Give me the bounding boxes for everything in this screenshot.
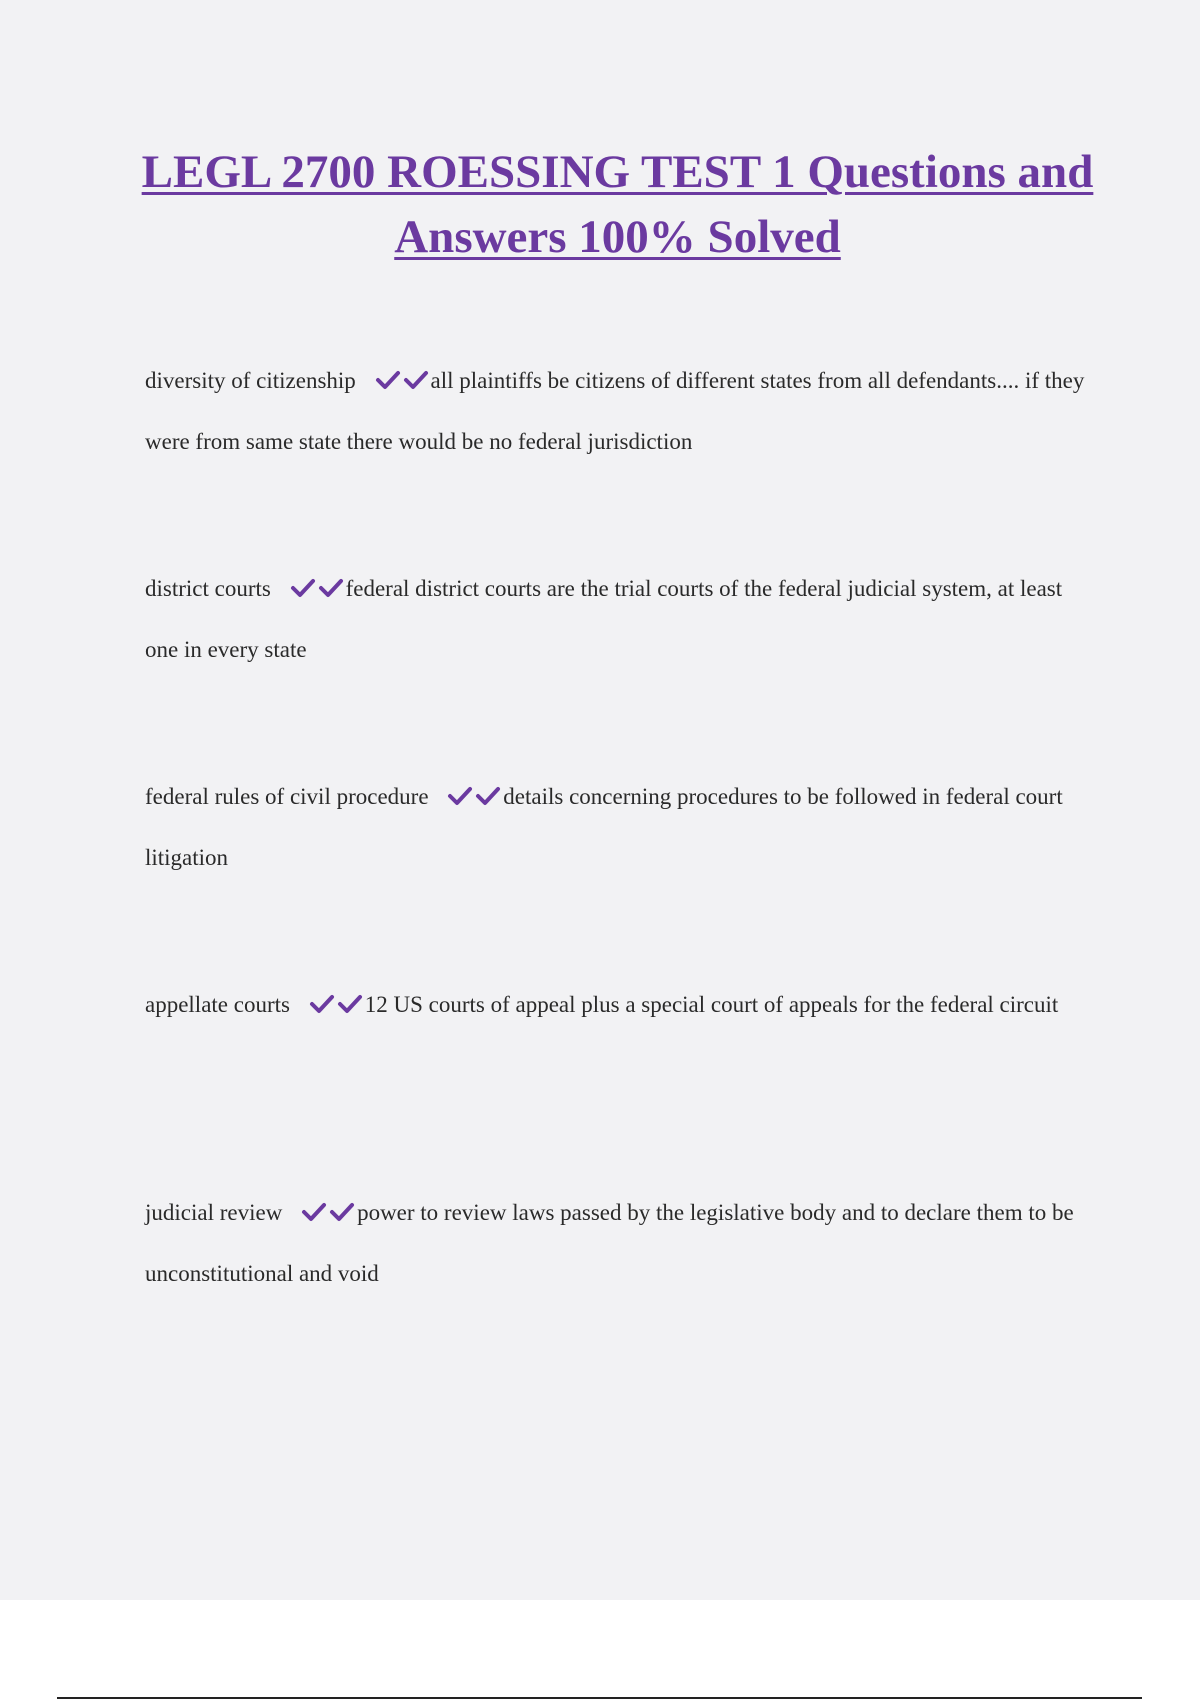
term: diversity of citizenship (145, 368, 356, 393)
qa-entry (145, 350, 1095, 472)
double-check-icon (374, 350, 430, 411)
qa-entry (145, 558, 1095, 680)
check-icon (403, 369, 429, 391)
double-check-icon (289, 558, 345, 619)
footer-divider (57, 1697, 1142, 1699)
check-icon (318, 577, 344, 599)
check-icon (329, 1201, 355, 1223)
document-title: LEGL 2700 ROESSING TEST 1 Questions and Answers 100% Solved (141, 146, 1094, 263)
term: federal rules of civil procedure (145, 784, 429, 809)
definition: all plaintiffs be citizens of different states from all defendants.... if they were from same state there would be no federal jurisdiction (145, 368, 1085, 454)
definition: federal district courts are the trial courts of the federal judicial system, at least one in every state (145, 576, 1063, 662)
check-icon (290, 577, 316, 599)
qa-entry (145, 974, 1095, 1035)
double-check-icon (308, 974, 364, 1035)
definition: details concerning procedures to be followed in federal court litigation (145, 784, 1063, 870)
check-icon (475, 785, 501, 807)
double-check-icon (300, 1182, 356, 1243)
term: judicial review (145, 1200, 283, 1225)
qa-entry (145, 766, 1095, 888)
definition: 12 US courts of appeal plus a special court of appeals for the federal circuit (364, 992, 1059, 1017)
double-check-icon (446, 766, 502, 827)
check-icon (309, 993, 335, 1015)
qa-entry (145, 1182, 1095, 1304)
term: appellate courts (145, 992, 290, 1017)
check-icon (447, 785, 473, 807)
check-icon (301, 1201, 327, 1223)
check-icon (337, 993, 363, 1015)
term: district courts (145, 576, 271, 601)
check-icon (375, 369, 401, 391)
definition: power to review laws passed by the legislative body and to declare them to be unconstitutional and void (145, 1200, 1074, 1286)
